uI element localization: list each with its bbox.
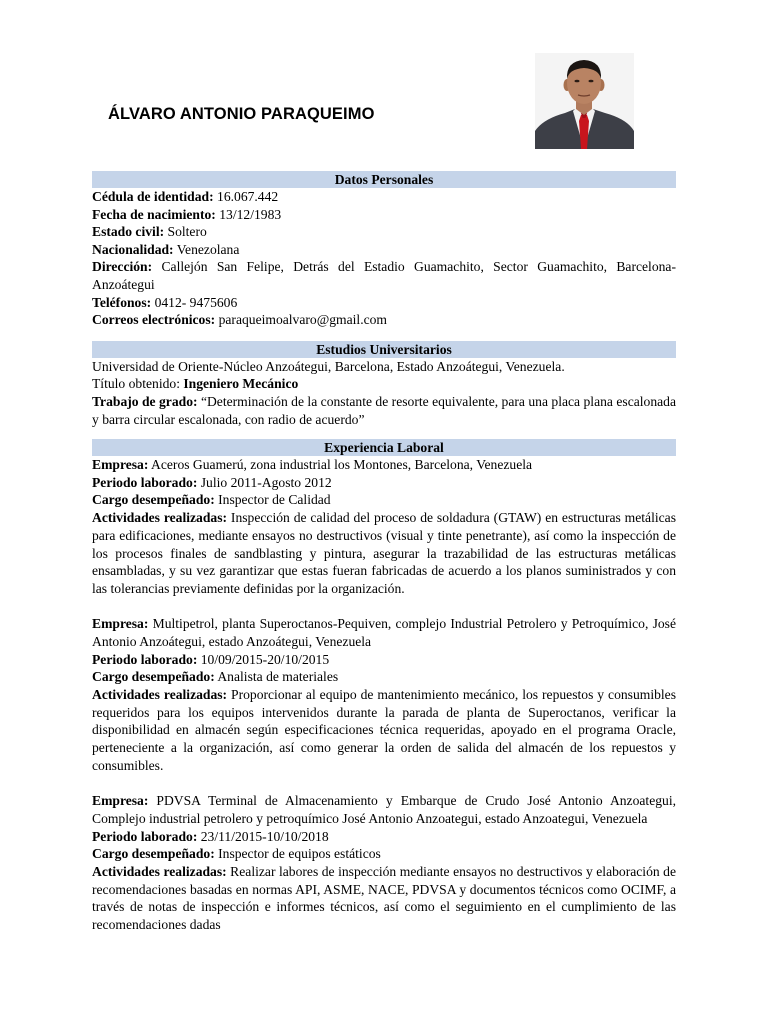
resume-content: [92, 171, 676, 934]
section-header-education: Estudios Universitarios: [92, 341, 676, 358]
id-value: 16.067.442: [213, 189, 279, 204]
activities-label: Actividades realizadas:: [92, 863, 227, 879]
company-value: PDVSA Terminal de Almacenamiento y Embarque de Crudo José Antonio Anzoategui, Complejo industrial petrolero y petroquímico José Antonio Anzoategui, estado Anzoategui, Venezuela: [92, 793, 676, 827]
company-value: Multipetrol, planta Superoctanos-Pequiven, complejo Industrial Petrolero y Petroquímico, José Antonio Anzoátegui, estado Anzoátegui, Venezuela: [92, 616, 676, 650]
email-label: Correos electrónicos:: [92, 312, 216, 328]
job-activities-row: [92, 509, 676, 598]
section-header-personal: Datos Personales: [92, 171, 676, 188]
degree-row: [92, 375, 676, 393]
position-label: Cargo desempeñado:: [92, 846, 215, 862]
phone-label: Teléfonos:: [92, 294, 152, 310]
period-value: 10/09/2015-20/10/2015: [197, 651, 330, 667]
email-row: [92, 311, 676, 329]
thesis-value: “Determinación de la constante de resorte equivalente, para una placa plana escalonada y barra circular escalonada, con radio de acuerdo”: [92, 393, 676, 427]
candidate-name: ÁLVARO ANTONIO PARAQUEIMO: [108, 105, 375, 123]
address-label: Dirección:: [92, 259, 153, 275]
activities-label: Actividades realizadas:: [92, 509, 228, 525]
phone-value: 0412- 9475606: [151, 294, 238, 310]
university-row: Universidad de Oriente-Núcleo Anzoátegui, Barcelona, Estado Anzoátegui, Venezuela.: [92, 358, 565, 374]
thesis-row: [92, 393, 676, 428]
job-position-row: [92, 491, 676, 509]
period-label: Periodo laborado:: [92, 474, 198, 490]
job-period-row: [92, 474, 676, 492]
id-label: Cédula de identidad:: [92, 189, 214, 204]
job-activities-row: [92, 863, 676, 934]
phone-row: [92, 294, 676, 312]
birth-label: Fecha de nacimiento:: [92, 206, 216, 222]
job-company-row: [92, 456, 676, 474]
degree-label: Título obtenido:: [92, 376, 184, 392]
civil-status-value: Soltero: [164, 224, 207, 240]
company-label: Empresa:: [92, 793, 149, 809]
job-period-row: [92, 828, 676, 846]
position-value: Inspector de Calidad: [214, 492, 331, 508]
job-entry-3: [92, 792, 676, 934]
address-row: [92, 258, 676, 293]
email-value[interactable]: paraqueimoalvaro@gmail.com: [215, 312, 387, 328]
thesis-label: Trabajo de grado:: [92, 393, 198, 409]
job-period-row: [92, 651, 676, 669]
section-header-experience: Experiencia Laboral: [92, 439, 676, 456]
position-label: Cargo desempeñado:: [92, 669, 215, 685]
profile-photo: [535, 53, 634, 149]
job-entry-1: [92, 456, 676, 598]
birth-row: [92, 206, 676, 224]
job-position-row: [92, 668, 676, 686]
activities-value: Inspección de calidad del proceso de soldadura (GTAW) en estructuras metálicas para edificaciones, mediante ensayos no destructivos (visual y tinte penetrante), así como la inspección de los procesos finales de sandblasting y pintura, asegurar la trazabilidad de las estructuras metálicas ensambladas, y su vez garantizar que estas fueran fabricadas de acuerdo a los planos suministrados y con las tolerancias previamente definidas por la organización.: [92, 509, 677, 597]
job-activities-row: [92, 686, 676, 775]
birth-value: 13/12/1983: [215, 206, 282, 222]
nationality-value: Venezolana: [173, 241, 240, 257]
job-entry-2: [92, 615, 676, 774]
company-label: Empresa:: [92, 616, 149, 632]
activities-value: Proporcionar al equipo de mantenimiento mecánico, los repuestos y consumibles requeridos para los equipos intervenidos durante la parada de planta de Superoctanos, verificar la disponibilidad en almacén según especificaciones técnica requeridas, apoyado en el programa Oracle, perteneciente a la organización, así como generar la orden de salida del almacén de los repuestos y consumibles.: [92, 686, 676, 774]
job-company-row: [92, 615, 676, 650]
period-value: 23/11/2015-10/10/2018: [197, 828, 329, 844]
job-position-row: [92, 845, 676, 863]
job-company-row: [92, 792, 676, 827]
position-value: Analista de materiales: [214, 669, 339, 685]
company-label: Empresa:: [92, 457, 149, 473]
civil-status-label: Estado civil:: [92, 224, 165, 240]
period-label: Periodo laborado:: [92, 828, 198, 844]
position-value: Inspector de equipos estáticos: [214, 846, 381, 862]
position-label: Cargo desempeñado:: [92, 492, 215, 508]
activities-value: Realizar labores de inspección mediante ensayos no destructivos y elaboración de recomendaciones basadas en normas API, ASME, NACE, PDVSA y documentos técnicos como OCIMF, a través de notas de inspección e informes técnicos, así como el seguimiento en el cumplimiento de las recomendaciones dadas: [92, 863, 677, 933]
nationality-label: Nacionalidad:: [92, 241, 174, 257]
period-value: Julio 2011-Agosto 2012: [197, 474, 332, 490]
nationality-row: [92, 241, 676, 259]
civil-status-row: [92, 223, 676, 241]
degree-value: Ingeniero Mecánico: [183, 376, 299, 392]
activities-label: Actividades realizadas:: [92, 686, 228, 702]
company-value: Aceros Guamerú, zona industrial los Montones, Barcelona, Venezuela: [148, 457, 533, 473]
address-value: Callejón San Felipe, Detrás del Estadio Guamachito, Sector Guamachito, Barcelona-Anzoátegui: [92, 259, 676, 292]
id-row: [92, 188, 676, 206]
period-label: Periodo laborado:: [92, 651, 198, 667]
